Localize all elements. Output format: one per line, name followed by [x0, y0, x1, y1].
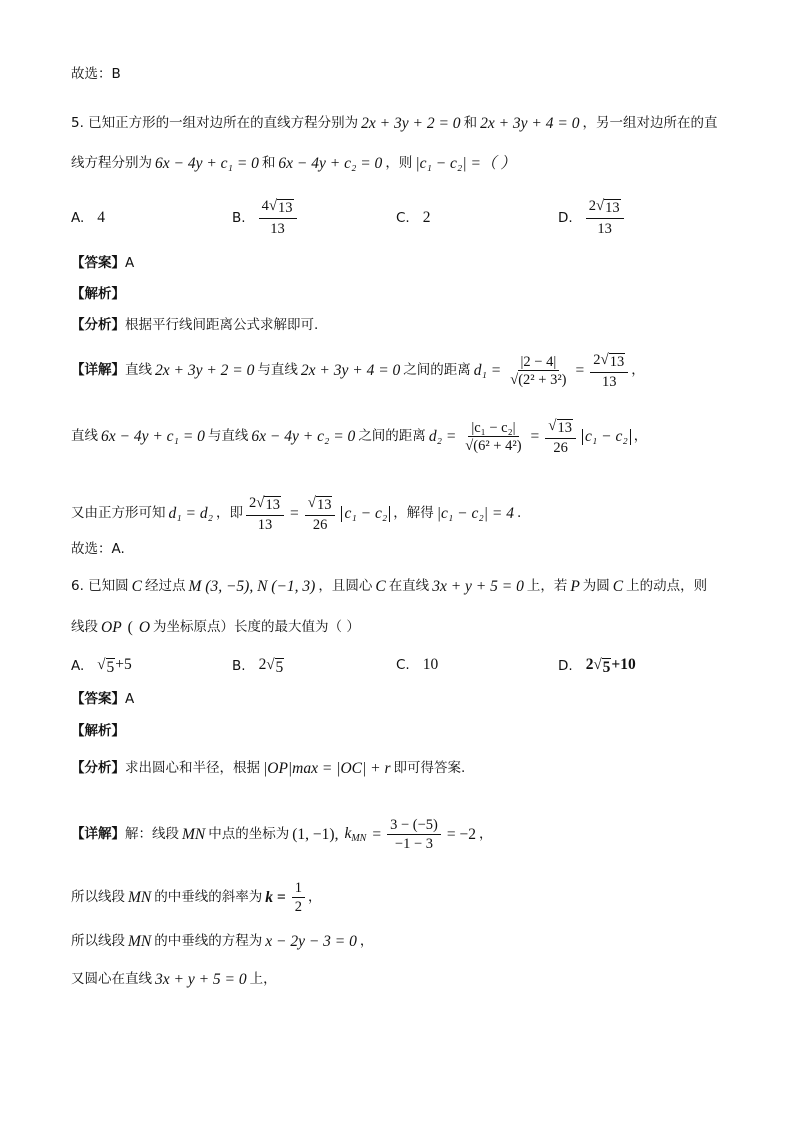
q6-option-d [558, 656, 639, 677]
q5-stem-line-2 [71, 156, 734, 172]
q5-equation-4: 6x − 4y + c₂ = 0 [278, 155, 383, 172]
numerator: |2 − 4| [518, 355, 560, 372]
variable: d₂ = [428, 428, 457, 446]
sqrt-symbol: √ [256, 495, 265, 511]
answer-value: A [125, 255, 135, 271]
q4-conclusion [71, 68, 734, 82]
equals: = [530, 428, 540, 446]
absolute-value: c₁ − c₂ [582, 429, 631, 445]
punct: 上， [249, 971, 277, 987]
denominator: √(2² + 3²) [510, 372, 567, 389]
text: 中点的坐标为 [208, 825, 290, 842]
punct: ， [631, 362, 645, 379]
option-value: 4 [97, 209, 106, 226]
answer-value: A [125, 691, 135, 707]
text: 直线 [125, 362, 152, 379]
slope-fraction [292, 881, 305, 914]
answer-tag: 【答案】 [71, 691, 125, 707]
q5-detail-line-3 [71, 496, 734, 532]
radicand: 13 [265, 497, 280, 513]
text: 与直线 [257, 362, 298, 379]
points: M (3, −5), N (−1, 3) [188, 578, 316, 595]
numerator: 1 [292, 881, 305, 898]
variable: P [570, 578, 580, 595]
denominator: 13 [597, 220, 612, 237]
formula: |OP|max = |OC| + r [263, 760, 391, 777]
sqrt-symbol: √ [595, 198, 605, 214]
punct: ， [307, 888, 322, 905]
text: 6. 已知圆 [71, 578, 129, 594]
text: 解：线段 [125, 825, 179, 842]
text: ，解得 [393, 505, 434, 522]
text: 直线 [71, 428, 98, 445]
option-label: C. [396, 210, 410, 226]
detail-tag: 【详解】 [71, 362, 125, 379]
sqrt-symbol: √ [307, 495, 316, 511]
equation: x − 2y − 3 = 0 [265, 933, 357, 950]
coef: 2 [249, 495, 257, 511]
denominator: 13 [270, 220, 285, 237]
text: 即可得答案. [393, 760, 466, 776]
q5-stem-text: 线方程分别为 [71, 155, 152, 171]
radicand: 5 [275, 659, 284, 676]
q4-tail: 故选：B [71, 66, 121, 82]
q5-equation-2: 2x + 3y + 4 = 0 [480, 115, 580, 132]
q6-option-b [232, 656, 287, 677]
text: 又由正方形可知 [71, 505, 166, 522]
text: 与直线 [207, 428, 249, 445]
sqrt-symbol: √ [97, 657, 106, 673]
text: ，且圆心 [318, 578, 373, 594]
denominator: −1 − 3 [394, 835, 434, 852]
text: 为坐标原点）长度的最大值为（ ） [153, 619, 360, 635]
q6-detail-line-1 [71, 818, 734, 851]
option-label: D. [558, 209, 573, 226]
variable: MN [128, 933, 152, 950]
sqrt-symbol: √ [266, 657, 275, 673]
paren: ( [127, 619, 133, 636]
numerator: 3 − (−5) [387, 818, 441, 835]
coef: 2 [588, 198, 596, 214]
equation: 2x + 3y + 4 = 0 [300, 362, 401, 380]
punct: ， [478, 825, 493, 842]
q5-connector: 和 [261, 155, 276, 171]
right-fraction [305, 496, 336, 532]
q5-detail-line-1 [71, 353, 734, 389]
variable: C [375, 578, 386, 595]
answer-tag: 【答案】 [71, 255, 125, 271]
equation: 6x − 4y + c₁ = 0 [101, 428, 205, 446]
option-label: B. [232, 658, 246, 675]
q5-detail-line-2 [71, 419, 734, 455]
q6-detail-line-4 [71, 972, 734, 988]
slope-fraction [387, 818, 441, 851]
text: 上，若 [526, 578, 568, 594]
option-value: 2 [422, 209, 431, 226]
variable: k = [265, 888, 286, 906]
result-fraction [545, 419, 576, 455]
variable: d₁ = [473, 362, 502, 380]
sqrt-symbol: √ [593, 657, 602, 673]
q5-tail: 故选：A. [71, 541, 125, 557]
option-fraction [259, 198, 297, 238]
text: 所以线段 [71, 933, 125, 949]
denominator: 2 [294, 898, 302, 915]
radicand: 13 [557, 420, 573, 436]
distance-fraction [507, 355, 569, 388]
q5-option-a [71, 209, 108, 227]
q6-analysis-heading [71, 725, 734, 739]
absolute-value: c₁ − c₂ [341, 506, 390, 522]
fenxi-tag: 【分析】 [71, 317, 125, 333]
text: 上的动点，则 [626, 578, 708, 594]
fenxi-tag: 【分析】 [71, 760, 125, 776]
coef: 4 [261, 198, 269, 214]
q5-equation-1: 2x + 3y + 2 = 0 [361, 115, 461, 132]
q5-stem-line-1 [71, 116, 734, 132]
q5-analysis-heading [71, 288, 734, 302]
punct: ， [359, 933, 374, 949]
fenxi-text: 根据平行线间距离公式求解即可. [125, 317, 319, 333]
coef: 2 [258, 656, 267, 673]
left-fraction [246, 496, 284, 532]
text: 所以线段 [71, 888, 125, 905]
text: 为圆 [582, 578, 610, 594]
radicand: 5 [602, 659, 611, 676]
variable: MN [182, 825, 206, 843]
equation: 3x + y + 5 = 0 [155, 971, 247, 988]
option-fraction [586, 198, 624, 238]
variable: k [344, 824, 352, 842]
coef: 2 [585, 656, 594, 673]
text: ，即 [216, 505, 243, 522]
equation: d₁ = d₂ [168, 505, 213, 523]
sqrt-symbol: √ [548, 418, 557, 434]
analysis-tag: 【解析】 [71, 286, 125, 302]
q6-fenxi [71, 761, 734, 777]
radicand: 13 [316, 497, 332, 513]
radicand: 13 [605, 200, 620, 216]
punct: ， [633, 428, 648, 445]
option-label: C. [396, 657, 410, 673]
equation: 6x − 4y + c₂ = 0 [251, 428, 356, 446]
text: 的中垂线的斜率为 [154, 888, 263, 905]
q5-option-b [232, 198, 300, 238]
radicand: 5 [106, 659, 115, 676]
option-label: A. [71, 658, 85, 675]
equals: = [372, 825, 382, 843]
text: 的中垂线的方程为 [154, 933, 263, 949]
q5-question: |c₁ − c₂| =（ ） [415, 155, 516, 172]
option-label: B. [232, 209, 246, 226]
text: 经过点 [145, 578, 186, 594]
variable: C [131, 578, 143, 595]
denominator: 26 [553, 439, 568, 456]
analysis-tag: 【解析】 [71, 723, 125, 739]
q6-option-c [396, 656, 441, 674]
denominator: √(6² + 4²) [465, 438, 522, 455]
equals: = [289, 505, 299, 523]
subscript: MN [351, 832, 367, 844]
result: = −2 [446, 825, 476, 843]
sqrt-symbol: √ [600, 352, 609, 368]
text: 之间的距离 [358, 428, 426, 445]
equation: 2x + 3y + 2 = 0 [155, 362, 255, 380]
numerator: |c₁ − c₂| [468, 421, 518, 438]
tail: +5 [115, 656, 132, 673]
q5-fenxi [71, 319, 734, 333]
variable: C [612, 578, 624, 595]
text: 在直线 [388, 578, 430, 594]
q5-stem-text: ，则 [385, 155, 413, 171]
q5-option-c [396, 209, 433, 227]
distance-fraction [462, 421, 524, 454]
text: 求出圆心和半径，根据 [125, 760, 260, 776]
option-value: 10 [422, 656, 439, 673]
equation: 3x + y + 5 = 0 [432, 578, 524, 595]
q6-option-a [71, 656, 135, 677]
text: 线段 [71, 619, 98, 635]
midpoint: (1, −1), [292, 825, 339, 843]
q5-connector: 和 [463, 115, 478, 131]
denominator: 13 [257, 516, 273, 533]
option-label: A. [71, 210, 85, 226]
result-fraction [590, 353, 628, 389]
q6-answer [71, 693, 734, 707]
q5-option-d [558, 198, 627, 238]
variable: O [138, 619, 151, 636]
q6-stem-line-2 [71, 620, 734, 636]
q6-detail-line-2 [71, 881, 734, 914]
text: 又圆心在直线 [71, 971, 152, 987]
sqrt-symbol: √ [268, 198, 278, 214]
q5-conclusion [71, 543, 734, 557]
option-label: D. [558, 658, 573, 675]
q6-stem-line-1 [71, 579, 734, 595]
coef: 2 [593, 352, 601, 368]
q5-answer [71, 257, 734, 271]
punct: . [516, 505, 522, 522]
variable: MN [128, 888, 152, 906]
variable: OP [101, 619, 122, 636]
text: 之间的距离 [403, 362, 471, 379]
denominator: 13 [602, 373, 617, 390]
q5-stem-text: 5. 已知正方形的一组对边所在的直线方程分别为 [71, 115, 359, 131]
q6-detail-line-3 [71, 934, 734, 950]
radicand: 13 [609, 354, 625, 370]
radicand: 13 [278, 200, 293, 216]
denominator: 26 [312, 516, 328, 533]
detail-tag: 【详解】 [71, 825, 125, 842]
tail: +10 [611, 656, 636, 673]
result: |c₁ − c₂| = 4 [436, 505, 514, 523]
q5-equation-3: 6x − 4y + c₁ = 0 [155, 155, 259, 172]
q5-stem-text: ，另一组对边所在的直 [582, 115, 718, 131]
equals: = [575, 362, 585, 380]
